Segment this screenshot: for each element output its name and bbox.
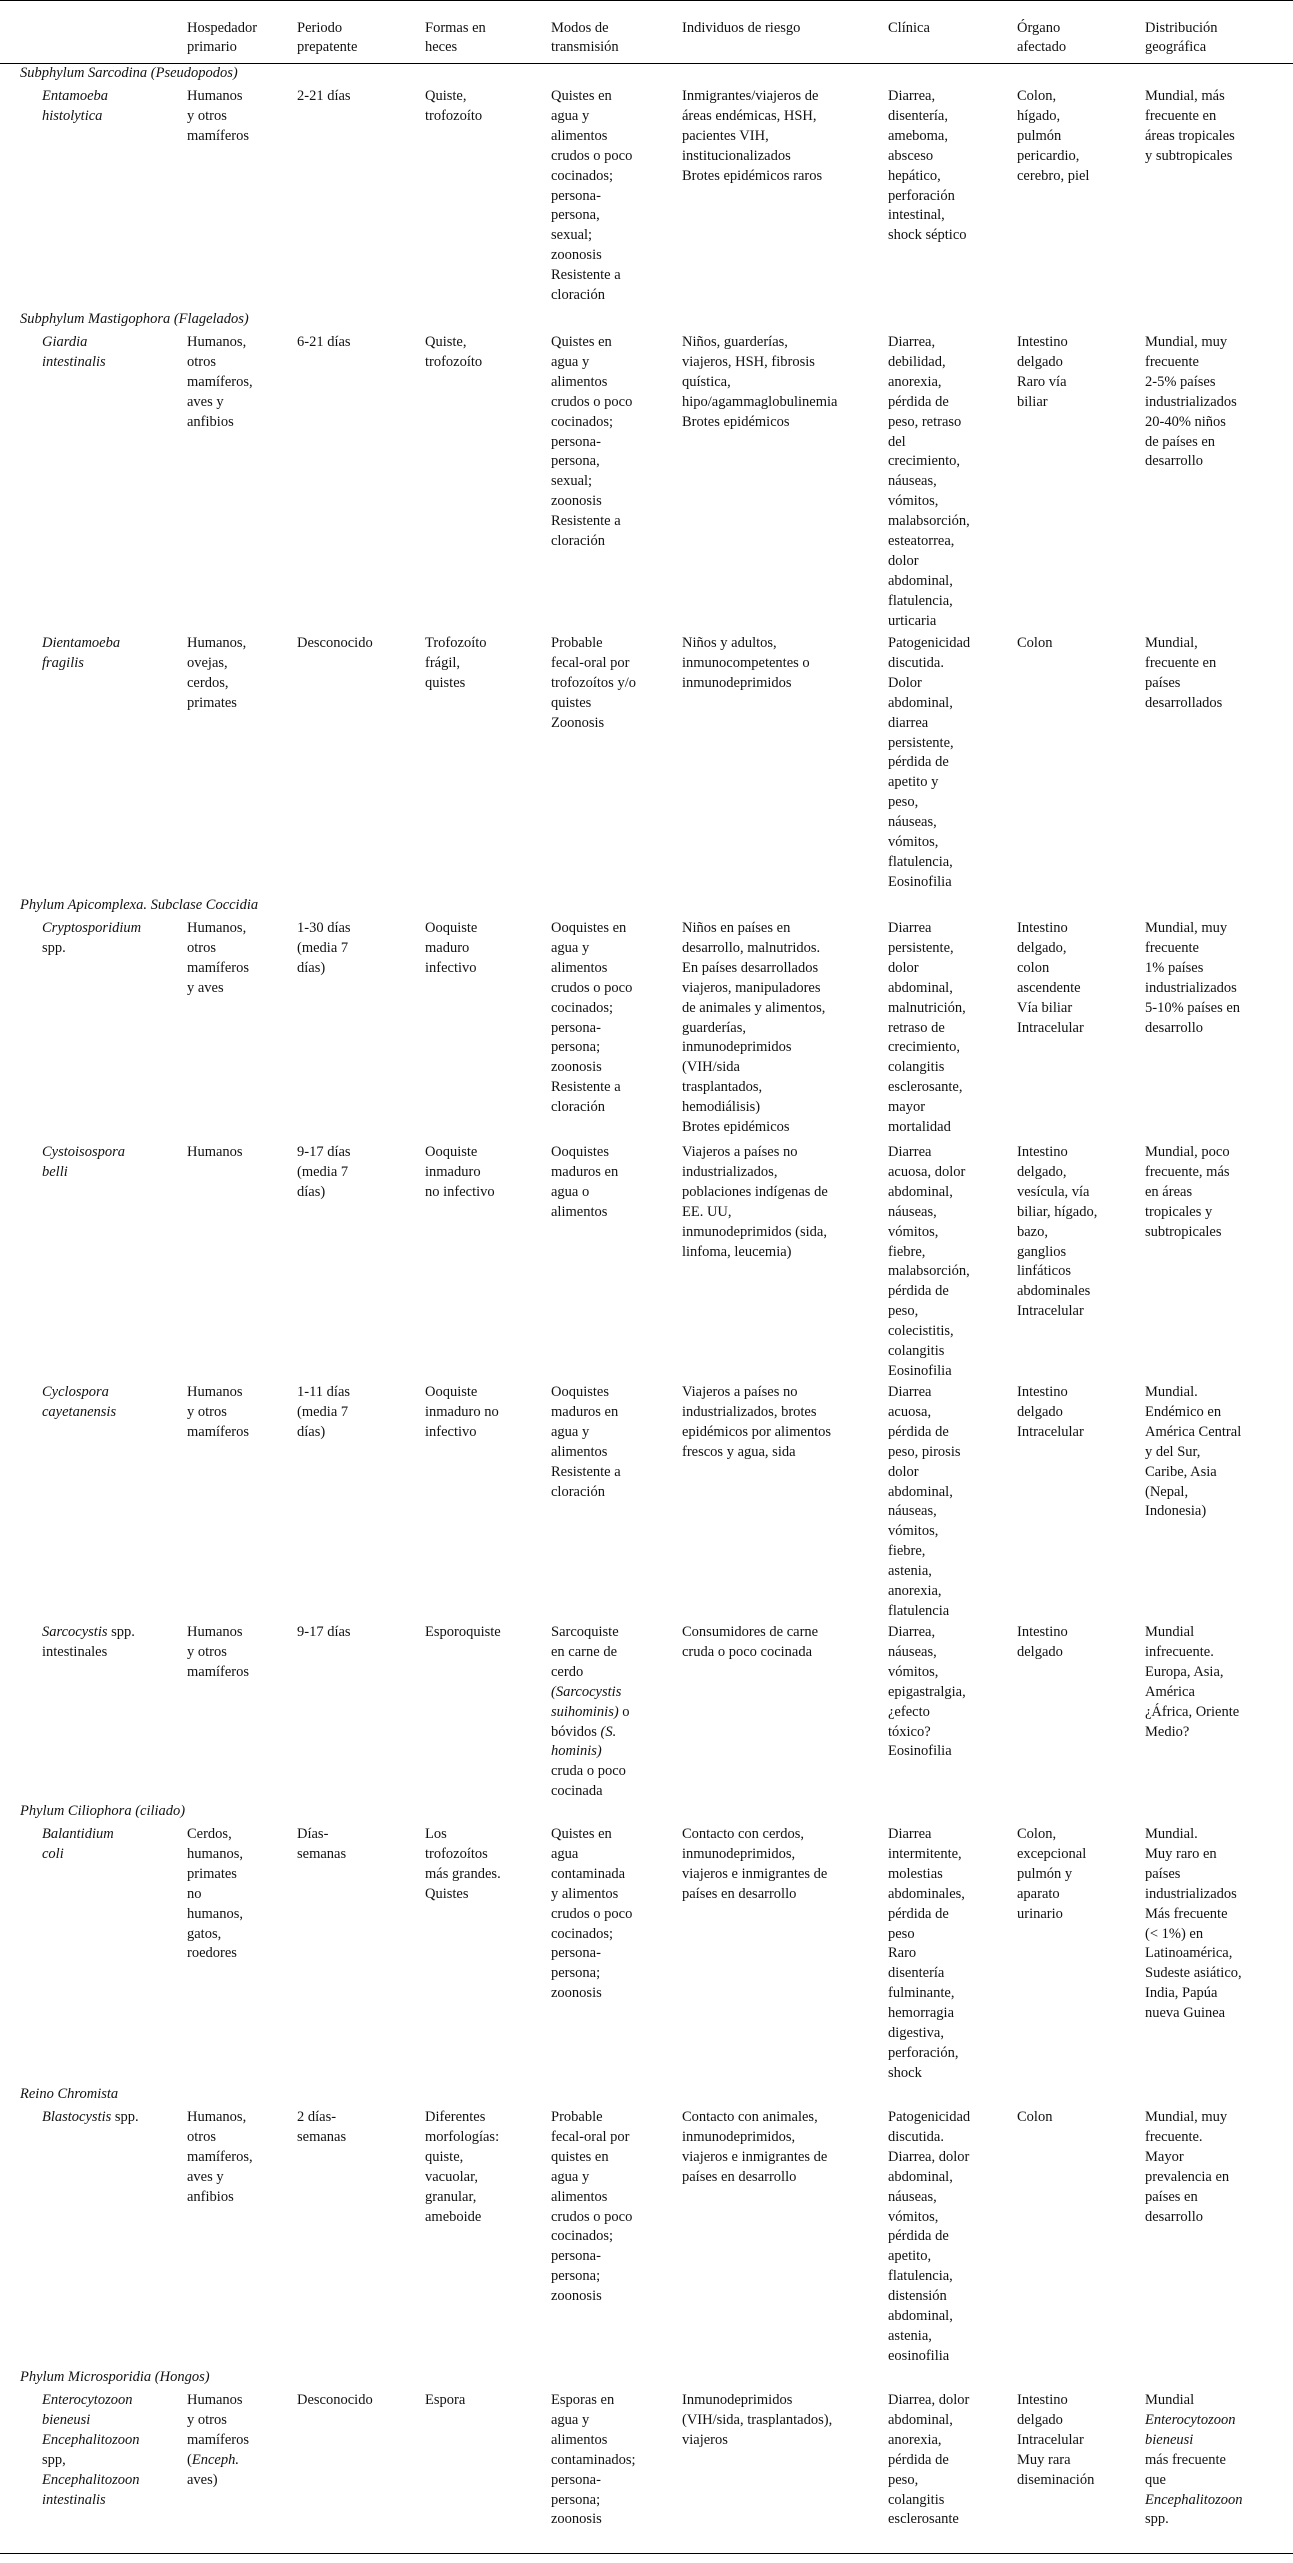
row-entamoeba-clinic: Diarrea, disentería, ameboma, absceso hepático, perforación intestinal, shock séptico bbox=[888, 88, 967, 244]
sarcocystis-trans-d: bóvidos bbox=[551, 1723, 597, 1740]
microsporidia-host-c: aves) bbox=[187, 2471, 218, 2488]
row-giardia-clinic: Diarrea, debilidad, anorexia, pérdida de peso, retraso del crecimiento, náuseas, vómitos, malabsorción, esteatorrea, dolor abdominal, flatulencia, urticaria bbox=[888, 334, 970, 629]
row-cystoisospora-forms: Ooquiste inmaduro no infectivo bbox=[425, 1144, 495, 1200]
row-dientamoeba-host: Humanos, ovejas, cerdos, primates bbox=[187, 635, 247, 711]
row-cyclospora-host: Humanos y otros mamíferos bbox=[187, 1384, 250, 1440]
header-forms: Formas en heces bbox=[425, 20, 486, 55]
row-sarcocystis-risk: Consumidores de carne cruda o poco cocinada bbox=[682, 1624, 819, 1660]
row-cryptosporidium-transmission: Ooquistes en agua y alimentos crudos o poco cocinados; persona- persona; zoonosis Resistente a cloración bbox=[551, 920, 633, 1116]
row-giardia-distribution: Mundial, muy frecuente 2-5% países industrializados 20-40% niños de países en desarrollo bbox=[1145, 334, 1237, 470]
row-microsporidia-distribution bbox=[1145, 2391, 1242, 2530]
row-cyclospora-organ: Intestino delgado Intracelular bbox=[1017, 1384, 1084, 1440]
row-balantidium-transmission: Quistes en agua contaminada y alimentos crudos o poco cocinados; persona- persona; zoonosis bbox=[551, 1826, 633, 2002]
row-cryptosporidium-host: Humanos, otros mamíferos y aves bbox=[187, 920, 250, 996]
row-microsporidia-forms: Espora bbox=[425, 2392, 466, 2408]
row-giardia-organ: Intestino delgado Raro vía biliar bbox=[1017, 334, 1068, 410]
microsporidia-dist-b: Enterocytozoon bieneusi bbox=[1145, 2411, 1236, 2448]
row-cystoisospora-transmission: Ooquistes maduros en agua o alimentos bbox=[551, 1144, 619, 1220]
row-dientamoeba-transmission: Probable fecal-oral por trofozoítos y/o quistes Zoonosis bbox=[551, 635, 636, 731]
row-microsporidia-risk: Inmunodeprimidos (VIH/sida, trasplantados), viajeros bbox=[682, 2392, 833, 2448]
row-cryptosporidium-organ: Intestino delgado, colon ascendente Vía biliar Intracelular bbox=[1017, 920, 1084, 1036]
row-sarcocystis-name bbox=[42, 1623, 135, 1663]
row-blastocystis-clinic: Patogenicidad discutida. Diarrea, dolor abdominal, náuseas, vómitos, pérdida de apetito, flatulencia, distensión abdominal, astenia, eosinofilia bbox=[888, 2109, 971, 2364]
row-microsporidia-organ: Intestino delgado Intracelular Muy rara diseminación bbox=[1017, 2392, 1095, 2488]
row-entamoeba-distribution: Mundial, más frecuente en áreas tropicales y subtropicales bbox=[1145, 88, 1235, 164]
row-sarcocystis-clinic: Diarrea, náuseas, vómitos, epigastralgia, ¿efecto tóxico? Eosinofilia bbox=[888, 1624, 966, 1760]
row-entamoeba-transmission: Quistes en agua y alimentos crudos o poco cocinados; persona- persona, sexual; zoonosis Resistente a cloración bbox=[551, 88, 633, 304]
row-balantidium-name: Balantidium coli bbox=[42, 1826, 114, 1862]
header-distribution: Distribución geográfica bbox=[1145, 20, 1218, 55]
microsporidia-name-c: Encephalitozoon intestinalis bbox=[42, 2471, 140, 2508]
row-microsporidia-transmission: Esporas en agua y alimentos contaminados; persona- persona; zoonosis bbox=[551, 2392, 636, 2528]
row-blastocystis-organ: Colon bbox=[1017, 2109, 1053, 2125]
row-giardia-risk: Niños, guarderías, viajeros, HSH, fibrosis quística, hipo/agammaglobulinemia Brotes epidémicos bbox=[682, 334, 838, 430]
row-balantidium-prepatent: Días- semanas bbox=[297, 1826, 347, 1862]
row-cyclospora-clinic: Diarrea acuosa, pérdida de peso, pirosis dolor abdominal, náuseas, vómitos, fiebre, astenia, anorexia, flatulencia bbox=[888, 1384, 961, 1619]
row-dientamoeba-distribution: Mundial, frecuente en países desarrollados bbox=[1145, 635, 1223, 711]
blastocystis-suffix: spp. bbox=[114, 2109, 139, 2125]
sarcocystis-trans-b: (Sarcocystis suihominis) bbox=[551, 1683, 622, 1720]
sarcocystis-genus: Sarcocystis bbox=[42, 1624, 108, 1640]
row-balantidium-clinic: Diarrea intermitente, molestias abdominales, pérdida de peso Raro disentería fulminante, hemorragia digestiva, perforación, shock bbox=[888, 1826, 965, 2081]
row-cyclospora-risk: Viajeros a países no industrializados, brotes epidémicos por alimentos frescos y agua, sida bbox=[682, 1384, 831, 1460]
group-chromista: Reino Chromista bbox=[20, 2086, 119, 2102]
row-dientamoeba-risk: Niños y adultos, inmunocompetentes o inmunodeprimidos bbox=[682, 635, 810, 691]
table-header bbox=[0, 0, 1293, 64]
row-cryptosporidium-name bbox=[42, 919, 141, 959]
row-giardia-prepatent: 6-21 días bbox=[297, 334, 351, 350]
group-mastigophora: Subphylum Mastigophora (Flagelados) bbox=[20, 311, 249, 327]
row-blastocystis-host: Humanos, otros mamíferos, aves y anfibios bbox=[187, 2109, 253, 2205]
row-blastocystis-transmission: Probable fecal-oral por quistes en agua y alimentos crudos o poco cocinados; persona- persona; zoonosis bbox=[551, 2109, 633, 2305]
header-organ: Órgano afectado bbox=[1017, 20, 1067, 55]
row-cryptosporidium-forms: Ooquiste maduro infectivo bbox=[425, 920, 478, 976]
row-giardia-forms: Quiste, trofozoíto bbox=[425, 334, 483, 370]
row-entamoeba-name: Entamoeba histolytica bbox=[42, 88, 109, 124]
row-cyclospora-prepatent: 1-11 días (media 7 días) bbox=[297, 1384, 351, 1440]
microsporidia-host-b: Enceph. bbox=[191, 2451, 239, 2468]
row-cryptosporidium-risk: Niños en países en desarrollo, malnutridos. En países desarrollados viajeros, manipuladores de animales y alimentos, guarderías, inmunodeprimidos (VIH/sida trasplantados, hemodiálisis) Brotes epidémicos bbox=[682, 920, 826, 1136]
row-balantidium-host: Cerdos, humanos, primates no humanos, gatos, roedores bbox=[187, 1826, 243, 1962]
row-dientamoeba-name: Dientamoeba fragilis bbox=[42, 635, 121, 671]
row-entamoeba-forms: Quiste, trofozoíto bbox=[425, 88, 483, 124]
row-microsporidia-clinic: Diarrea, dolor abdominal, anorexia, pérdida de peso, colangitis esclerosante bbox=[888, 2392, 970, 2528]
row-cryptosporidium-prepatent: 1-30 días (media 7 días) bbox=[297, 920, 351, 976]
row-blastocystis-risk: Contacto con animales, inmunodeprimidos, viajeros e inmigrantes de países en desarrollo bbox=[682, 2109, 828, 2185]
header-risk: Individuos de riesgo bbox=[682, 20, 801, 36]
sarcocystis-trans-c: o bbox=[622, 1703, 630, 1720]
row-entamoeba-risk: Inmigrantes/viajeros de áreas endémicas, HSH, pacientes VIH, institucionalizados Brotes epidémicos raros bbox=[682, 88, 823, 184]
microsporidia-name-b-suffix: spp, bbox=[42, 2451, 66, 2468]
sarcocystis-trans-a: Sarcoquiste en carne de cerdo bbox=[551, 1624, 619, 1680]
row-cystoisospora-name: Cystoisospora belli bbox=[42, 1144, 125, 1180]
microsporidia-dist-c: más frecuente que bbox=[1145, 2451, 1226, 2488]
row-cystoisospora-distribution: Mundial, poco frecuente, más en áreas tropicales y subtropicales bbox=[1145, 1144, 1230, 1240]
sarcocystis-suffix: spp. intestinales bbox=[42, 1624, 135, 1660]
group-ciliophora: Phylum Ciliophora (ciliado) bbox=[20, 1803, 186, 1819]
row-microsporidia-host bbox=[187, 2391, 249, 2491]
header-prepatent: Periodo prepatente bbox=[297, 20, 358, 55]
blastocystis-genus: Blastocystis bbox=[42, 2109, 112, 2125]
row-dientamoeba-organ: Colon bbox=[1017, 635, 1053, 651]
sarcocystis-trans-f: cruda o poco cocinada bbox=[551, 1763, 626, 1800]
row-entamoeba-host: Humanos y otros mamíferos bbox=[187, 88, 250, 144]
group-microsporidia: Phylum Microsporidia (Hongos) bbox=[20, 2369, 210, 2385]
microsporidia-host-a: Humanos y otros mamíferos ( bbox=[187, 2392, 250, 2468]
row-cryptosporidium-clinic: Diarrea persistente, dolor abdominal, malnutrición, retraso de crecimiento, colangitis esclerosante, mayor mortalidad bbox=[888, 920, 966, 1136]
row-cyclospora-distribution: Mundial. Endémico en América Central y del Sur, Caribe, Asia (Nepal, Indonesia) bbox=[1145, 1384, 1242, 1520]
row-balantidium-forms: Los trofozoítos más grandes. Quistes bbox=[425, 1826, 501, 1902]
header-host: Hospedador primario bbox=[187, 20, 258, 55]
row-cystoisospora-risk: Viajeros a países no industrializados, poblaciones indígenas de EE. UU, inmunodeprimidos (sida, linfoma, leucemia) bbox=[682, 1144, 828, 1260]
microsporidia-dist-a: Mundial bbox=[1145, 2392, 1195, 2408]
group-apicomplexa: Phylum Apicomplexa. Subclase Coccidia bbox=[20, 897, 259, 913]
row-sarcocystis-organ: Intestino delgado bbox=[1017, 1624, 1068, 1660]
row-blastocystis-distribution: Mundial, muy frecuente. Mayor prevalencia en países en desarrollo bbox=[1145, 2109, 1230, 2225]
row-cryptosporidium-distribution: Mundial, muy frecuente 1% países industrializados 5-10% países en desarrollo bbox=[1145, 920, 1241, 1036]
row-cyclospora-name: Cyclospora cayetanensis bbox=[42, 1384, 117, 1420]
row-cystoisospora-prepatent: 9-17 días (media 7 días) bbox=[297, 1144, 351, 1200]
table-bottom-rule bbox=[0, 2553, 1293, 2554]
row-giardia-host: Humanos, otros mamíferos, aves y anfibios bbox=[187, 334, 253, 430]
row-balantidium-risk: Contacto con cerdos, inmunodeprimidos, viajeros e inmigrantes de países en desarrollo bbox=[682, 1826, 828, 1902]
row-giardia-transmission: Quistes en agua y alimentos crudos o poco cocinados; persona- persona, sexual; zoonosis Resistente a cloración bbox=[551, 334, 633, 550]
row-dientamoeba-clinic: Patogenicidad discutida. Dolor abdominal, diarrea persistente, pérdida de apetito y peso, náuseas, vómitos, flatulencia, Eosinofilia bbox=[888, 635, 971, 890]
row-microsporidia-prepatent: Desconocido bbox=[297, 2392, 373, 2408]
row-sarcocystis-transmission bbox=[551, 1623, 630, 1802]
sarcocystis-trans-e: (S. hominis) bbox=[551, 1723, 617, 1760]
row-sarcocystis-prepatent: 9-17 días bbox=[297, 1624, 351, 1640]
row-sarcocystis-forms: Esporoquiste bbox=[425, 1624, 501, 1640]
row-dientamoeba-prepatent: Desconocido bbox=[297, 635, 373, 651]
row-blastocystis-forms: Diferentes morfologías: quiste, vacuolar, granular, ameboide bbox=[425, 2109, 500, 2225]
row-cystoisospora-host: Humanos bbox=[187, 1144, 243, 1160]
row-balantidium-distribution: Mundial. Muy raro en países industrializados Más frecuente (< 1%) en Latinoamérica, Sudeste asiático, India, Papúa nueva Guinea bbox=[1145, 1826, 1242, 2022]
row-blastocystis-name bbox=[42, 2108, 139, 2128]
row-giardia-name: Giardia intestinalis bbox=[42, 334, 106, 370]
row-entamoeba-organ: Colon, hígado, pulmón pericardio, cerebro, piel bbox=[1017, 88, 1090, 184]
row-cyclospora-forms: Ooquiste inmaduro no infectivo bbox=[425, 1384, 499, 1440]
row-cystoisospora-clinic: Diarrea acuosa, dolor abdominal, náuseas, vómitos, fiebre, malabsorción, pérdida de peso, colecistitis, colangitis Eosinofilia bbox=[888, 1144, 970, 1379]
row-cyclospora-transmission: Ooquistes maduros en agua y alimentos Resistente a cloración bbox=[551, 1384, 621, 1500]
row-microsporidia-name bbox=[42, 2391, 139, 2510]
header-clinic: Clínica bbox=[888, 20, 930, 36]
row-blastocystis-prepatent: 2 días- semanas bbox=[297, 2109, 347, 2145]
cryptosporidium-genus: Cryptosporidium bbox=[42, 920, 142, 936]
microsporidia-name-b: Encephalitozoon bbox=[42, 2431, 140, 2448]
cryptosporidium-suffix: spp. bbox=[42, 939, 66, 956]
group-sarcodina: Subphylum Sarcodina (Pseudopodos) bbox=[20, 65, 238, 81]
row-entamoeba-prepatent: 2-21 días bbox=[297, 88, 351, 104]
row-sarcocystis-host: Humanos y otros mamíferos bbox=[187, 1624, 250, 1680]
row-dientamoeba-forms: Trofozoíto frágil, quistes bbox=[425, 635, 487, 691]
row-sarcocystis-distribution: Mundial infrecuente. Europa, Asia, América ¿África, Oriente Medio? bbox=[1145, 1624, 1240, 1740]
row-cystoisospora-organ: Intestino delgado, vesícula, vía biliar, hígado, bazo, ganglios linfáticos abdominales Intracelular bbox=[1017, 1144, 1098, 1320]
microsporidia-name-a: Enterocytozoon bieneusi bbox=[42, 2392, 133, 2428]
microsporidia-dist-e: spp. bbox=[1145, 2511, 1169, 2528]
microsporidia-dist-d: Encephalitozoon bbox=[1145, 2491, 1243, 2508]
header-transmission: Modos de transmisión bbox=[551, 20, 619, 55]
row-balantidium-organ: Colon, excepcional pulmón y aparato urinario bbox=[1017, 1826, 1087, 1922]
